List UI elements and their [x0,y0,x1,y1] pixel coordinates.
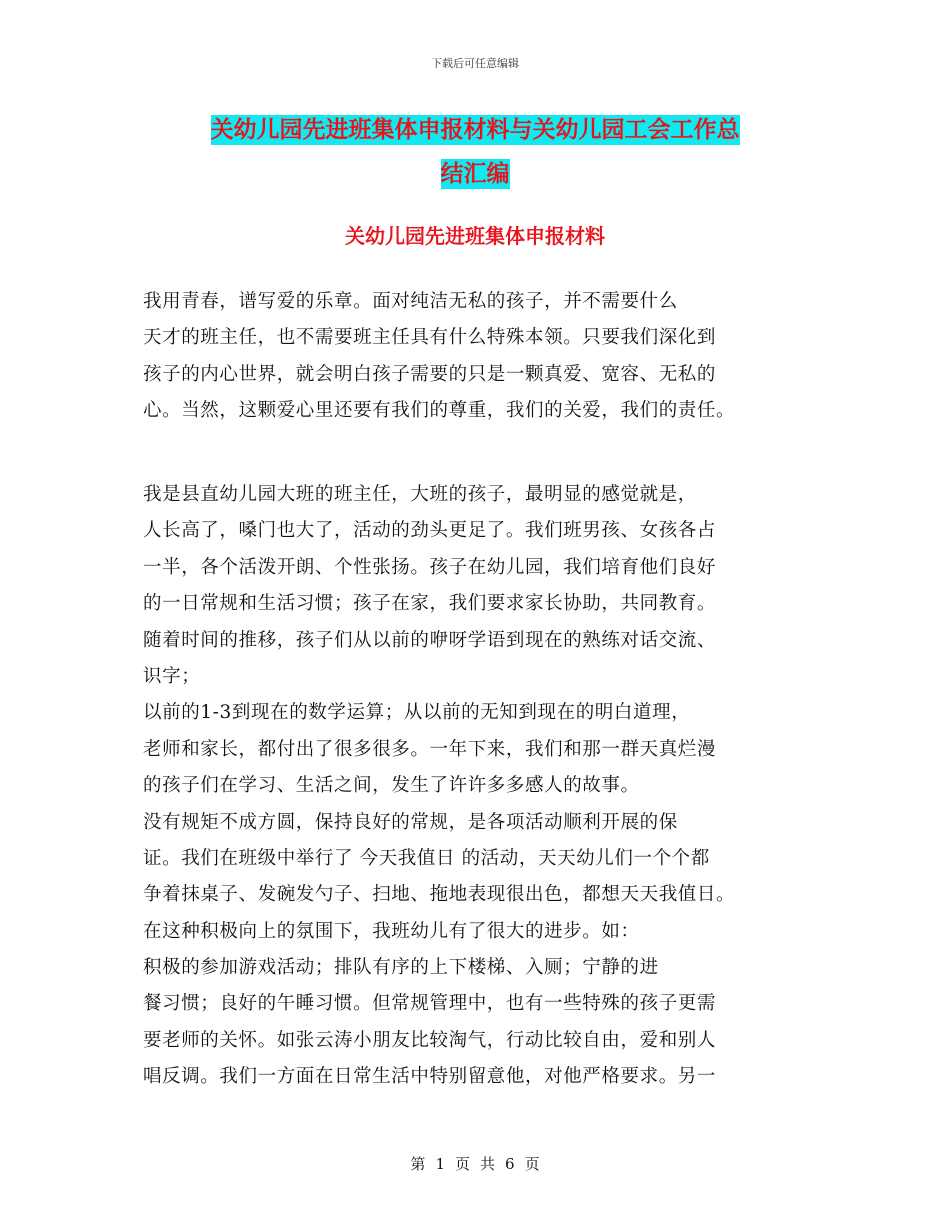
paragraph-1 [143,284,808,430]
footer-suffix: 页 [524,1155,540,1173]
text-line: 我是县直幼儿园大班的班主任，大班的孩子，最明显的感觉就是， [143,484,697,505]
section-heading: 关幼儿园先进班集体申报材料 [345,224,605,248]
footer-page-number: 1 [435,1155,445,1173]
text-line: 积极的参加游戏活动；排队有序的上下楼梯、入厕；宁静的进 [143,957,659,979]
text-line: 要老师的关怀。如张云涛小朋友比较淘气，行动比较自由，爱和别人 [143,1029,717,1051]
text-line: 的一日常规和生活习惯；孩子在家，我们要求家长协助，共同教育。 [143,593,717,615]
footer-page-label: 页 [454,1155,470,1173]
text-line: 的孩子们在学习、生活之间，发生了许许多多感人的故事。 [143,775,640,797]
document-title-line-2 [0,159,950,189]
footer-total-pages: 6 [505,1155,515,1173]
text-line: 争着抹桌子、发碗发勺子、扫地、拖地表现很出色，都想天天我值日。 [143,884,736,906]
text-line: 人长高了，嗓门也大了，活动的劲头更足了。我们班男孩、女孩各占 [143,520,717,542]
document-title-line-1 [0,115,950,145]
text-line: 没有规矩不成方圆，保持良好的常规，是各项活动顺利开展的保 [143,811,678,833]
text-line: 证。我们在班级中举行了 今天我值日 的活动，天天幼儿们一个个都 [143,847,710,869]
footer-total-label: 共 [480,1155,496,1173]
page-footer [0,1153,950,1174]
text-line: 老师和家长，都付出了很多很多。一年下来，我们和那一群天真烂漫 [143,738,717,760]
text-line: 唱反调。我们一方面在日常生活中特别留意他，对他严格要求。另一 [143,1066,717,1088]
paragraph-2 [143,477,808,1096]
text-line: 以前的1-3到现在的数学运算；从以前的无知到现在的明白道理， [143,702,691,724]
text-line: 一半，各个活泼开朗、个性张扬。孩子在幼儿园，我们培育他们良好 [143,556,717,578]
header-note: 下载后可任意编辑 [431,57,519,70]
text-line: 随着时间的推移，孩子们从以前的咿呀学语到现在的熟练对话交流、 [143,629,717,651]
title-highlight-2: 结汇编 [440,161,510,187]
footer-prefix: 第 [410,1155,426,1173]
text-line: 天才的班主任，也不需要班主任具有什么特殊本领。只要我们深化到 [143,327,717,349]
text-line: 我用青春，谱写爱的乐章。面对纯洁无私的孩子，并不需要什么 [143,291,678,312]
text-line: 孩子的内心世界，就会明白孩子需要的只是一颗真爱、宽容、无私的 [143,363,717,385]
text-line: 识字； [143,665,201,687]
title-highlight-1: 关幼儿园先进班集体申报材料与关幼儿园工会工作总 [210,117,740,143]
text-line: 餐习惯；良好的午睡习惯。但常规管理中，也有一些特殊的孩子更需 [143,993,717,1015]
text-line: 在这种积极向上的氛围下，我班幼儿有了很大的进步。如： [143,920,640,942]
text-line: 心。当然，这颗爱心里还要有我们的尊重，我们的关爱，我们的责任。 [143,400,736,422]
